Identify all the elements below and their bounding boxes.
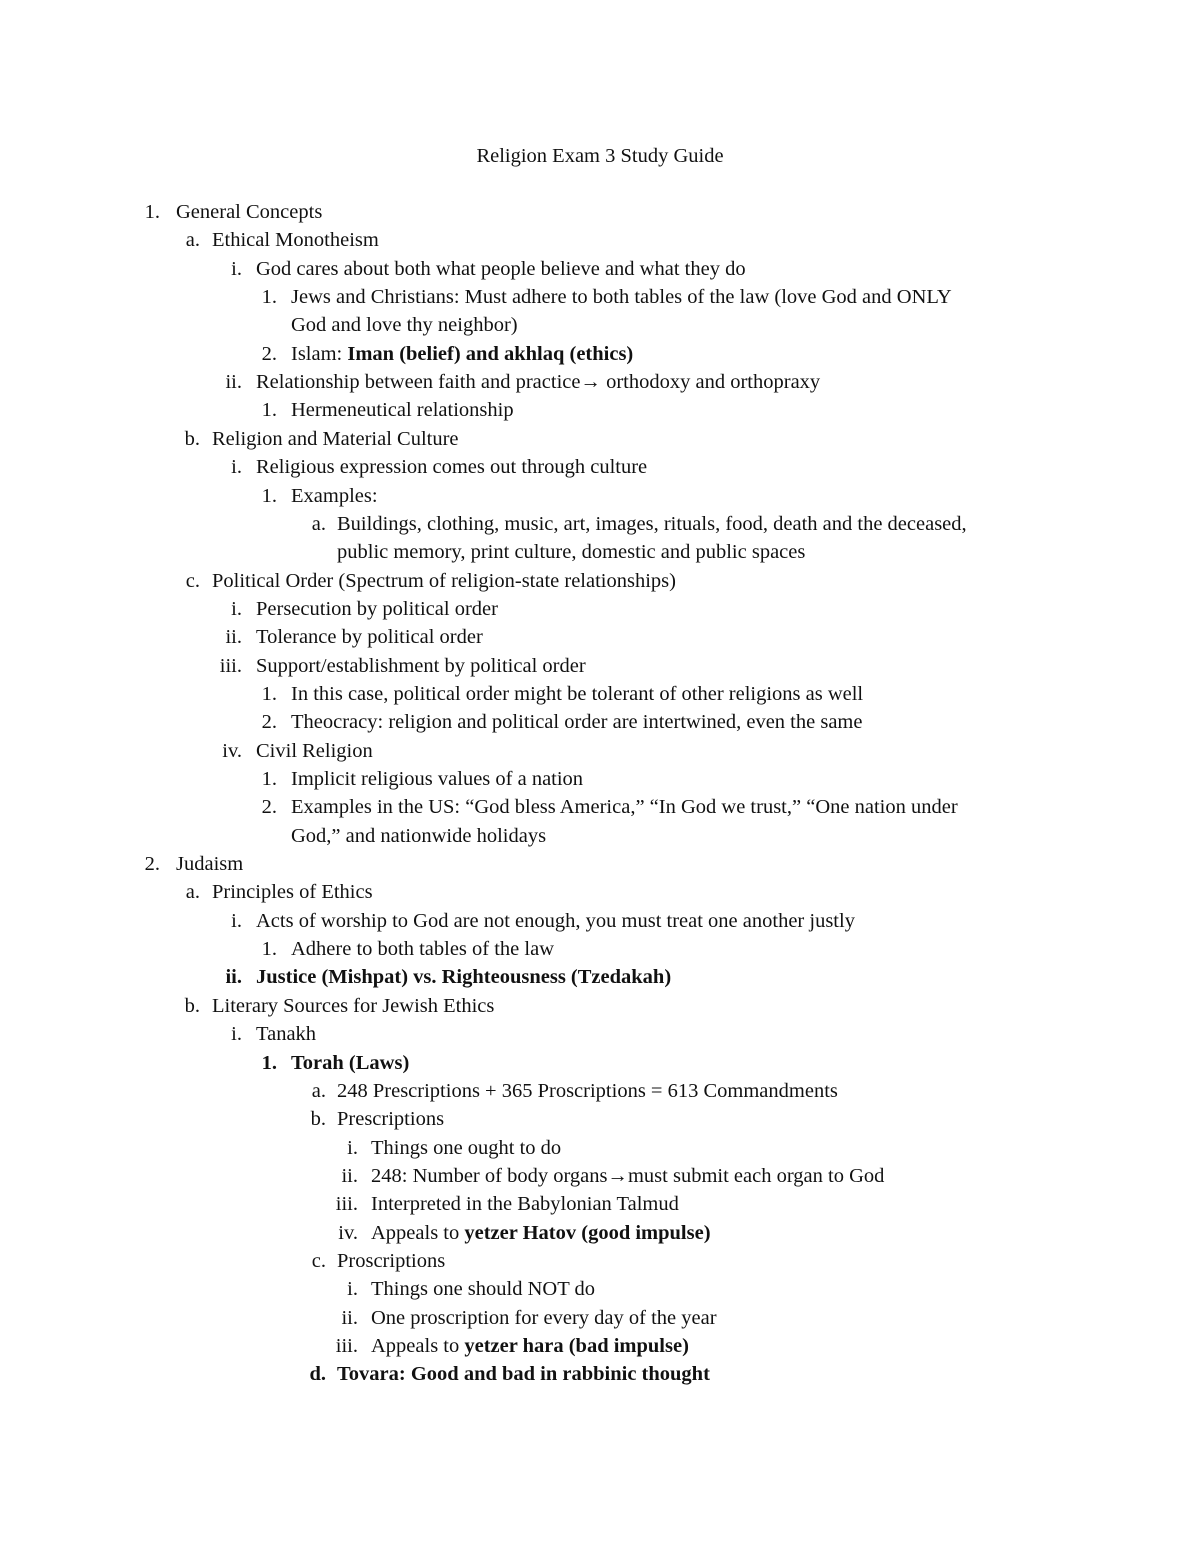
outline-text (256, 1020, 316, 1048)
outline-item-2b-i (0, 1020, 1200, 1048)
outline-text-plain: Jews and Christians: Must adhere to both tables of the law (love God and ONLY (291, 286, 952, 309)
outline-text-bold: Tovara: Good and bad in rabbinic thought (337, 1363, 710, 1386)
outline-item-1c-i (0, 595, 1200, 623)
outline-text (291, 283, 952, 311)
outline-text (176, 850, 243, 878)
outline-text-plain: Interpreted in the Babylonian Talmud (371, 1193, 679, 1216)
outline-text (256, 623, 483, 651)
outline-marker: i. (231, 909, 242, 932)
outline-text-plain: Appeals to (371, 1335, 465, 1357)
outline-text (291, 340, 633, 368)
outline-text-plain: Tanakh (256, 1023, 317, 1046)
outline-item-1b (0, 425, 1200, 453)
outline-item-2b-i-1-b (0, 1105, 1200, 1133)
outline-text (291, 1049, 409, 1077)
outline-text-bold: Justice (Mishpat) vs. Righteousness (Tzedakah) (256, 966, 672, 989)
outline-marker: 1. (261, 768, 277, 790)
outline-marker: iv. (222, 739, 242, 762)
outline-text-plain: 248 Prescriptions + 365 Proscriptions = 613 Commandments (337, 1079, 838, 1102)
outline-item-2b-i-1-a (0, 1077, 1200, 1105)
outline-item-1c-iii-1 (0, 680, 1200, 708)
outline-item-sec-1 (0, 198, 1200, 226)
outline-text-plain: In this case, political order might be tolerant of other religions as well (291, 682, 864, 705)
outline-item-2a-i-1 (0, 935, 1200, 963)
outline-marker: 1. (261, 682, 277, 705)
document-title: Religion Exam 3 Study Guide (476, 145, 724, 167)
outline-item-2b-i-1-c-iii (0, 1332, 1200, 1360)
outline-text-plain: One proscription for every day of the year (371, 1306, 717, 1329)
outline-marker: a. (185, 229, 200, 252)
outline-marker: a. (311, 512, 326, 535)
outline-marker: c. (311, 1249, 326, 1272)
outline-item-1b-i (0, 453, 1200, 481)
outline-text-plain: Political Order (Spectrum of religion-state relationships) (212, 569, 676, 592)
outline-text-plain: Buildings, clothing, music, art, images, rituals, food, death and the deceased, (337, 512, 967, 535)
outline-text (256, 652, 586, 680)
outline-text-plain: Islam: (291, 342, 348, 365)
outline-text-plain: Examples in the US: “God bless America,” “In God we trust,” “One nation under (291, 796, 958, 819)
outline-text-plain: Relationship between faith and practice (256, 371, 581, 394)
outline-marker: ii. (225, 626, 242, 649)
outline-marker: 2. (261, 342, 277, 365)
outline-marker: b. (310, 1108, 326, 1131)
outline-text (291, 708, 862, 736)
outline-text (337, 1105, 444, 1133)
outline-item-2b-i-1-b-ii (0, 1162, 1200, 1190)
outline-marker: b. (184, 427, 200, 450)
outline-item-2b-i-1-b-iii (0, 1190, 1200, 1218)
arrow-icon: → (580, 371, 601, 394)
outline-text (212, 992, 494, 1020)
outline-text (291, 396, 514, 424)
outline-marker: i. (231, 597, 242, 620)
outline-text (371, 1134, 561, 1162)
outline-text-plain: Principles of Ethics (212, 881, 373, 904)
outline-marker: i. (231, 1023, 242, 1046)
outline-marker: 2. (261, 711, 277, 734)
outline-item-2b-i-1-c-ii (0, 1304, 1200, 1332)
outline-marker: 2. (144, 853, 160, 876)
outline-item-1a-i (0, 255, 1200, 283)
outline-item-1b-i-1-a-cont (0, 538, 1200, 566)
outline-text (256, 595, 498, 623)
outline-text (212, 878, 373, 906)
outline-item-1c-iv-2-cont (0, 822, 1200, 850)
arrow-icon: → (607, 1164, 628, 1187)
outline-item-1b-i-1 (0, 482, 1200, 510)
outline-item-1c-iii (0, 652, 1200, 680)
outline-marker: iii. (219, 654, 242, 677)
outline-marker: b. (184, 994, 200, 1017)
outline-marker: 2. (261, 796, 277, 819)
outline-item-2b-i-1 (0, 1049, 1200, 1077)
outline-item-1a-ii (0, 368, 1200, 396)
outline-text-plain: Ethical Monotheism (212, 229, 379, 252)
outline-marker: i. (231, 456, 242, 479)
outline-item-1c-iv (0, 737, 1200, 765)
outline-text-plain: Appeals to (371, 1221, 465, 1244)
outline-text-bold: yetzer Hatov (good impulse) (464, 1221, 711, 1244)
outline-marker: 1. (261, 484, 277, 507)
outline-text-bold: Iman (belief) and akhlaq (ethics) (347, 342, 634, 365)
outline-text-bold: yetzer hara (bad impulse) (464, 1335, 689, 1357)
outline-text (291, 311, 518, 339)
outline-text (291, 680, 863, 708)
outline-item-1c-iv-2 (0, 793, 1200, 821)
outline-text (291, 935, 554, 963)
outline-item-2a-i (0, 907, 1200, 935)
outline-text-plain: Religious expression comes out through culture (256, 456, 648, 479)
outline-text (337, 1077, 838, 1105)
outline-text-plain: Theocracy: religion and political order are intertwined, even the same (291, 711, 863, 734)
outline-text (176, 198, 322, 226)
outline-marker: i. (231, 257, 242, 280)
outline-marker: iii. (335, 1193, 358, 1216)
outline-text-plain: Proscriptions (337, 1249, 446, 1272)
outline-text (256, 453, 647, 481)
outline-item-1a-i-1-cont (0, 311, 1200, 339)
outline-text-plain: Persecution by political order (256, 597, 498, 620)
outline-text-plain: God and love thy neighbor) (291, 314, 518, 337)
outline-text (371, 1332, 689, 1360)
outline-item-1b-i-1-a (0, 510, 1200, 538)
outline-text-plain: General Concepts (176, 201, 323, 223)
outline-marker: ii. (341, 1306, 358, 1329)
outline-text-plain: Civil Religion (256, 739, 373, 762)
outline-item-1c (0, 567, 1200, 595)
outline-item-1c-iii-2 (0, 708, 1200, 736)
outline-text-plain: Things one ought to do (371, 1136, 562, 1159)
outline-item-2b-i-1-c-i (0, 1275, 1200, 1303)
outline-text (212, 425, 459, 453)
outline-text-plain: Implicit religious values of a nation (291, 768, 584, 790)
outline-text-plain: Support/establishment by political order (256, 654, 586, 677)
outline-item-2b (0, 992, 1200, 1020)
outline-text (256, 907, 855, 935)
outline-text (337, 510, 967, 538)
outline-text (337, 538, 805, 566)
outline-text-plain: 248: Number of body organs (371, 1164, 608, 1187)
outline-text (256, 737, 373, 765)
outline-marker: 1. (261, 1051, 277, 1074)
outline-item-2a-ii (0, 963, 1200, 991)
outline-text (256, 963, 671, 991)
outline-marker: a. (311, 1079, 326, 1102)
outline-text-plain: Literary Sources for Jewish Ethics (212, 994, 495, 1017)
outline-item-sec-2 (0, 850, 1200, 878)
outline-text (337, 1247, 445, 1275)
outline-item-2b-i-1-c (0, 1247, 1200, 1275)
outline-text-bold: Torah (Laws) (291, 1051, 410, 1074)
outline-text (371, 1162, 884, 1190)
outline-text-plain: Tolerance by political order (256, 626, 483, 649)
outline-text (256, 255, 746, 283)
outline-text-plain: Hermeneutical relationship (291, 399, 514, 422)
outline-item-1c-ii (0, 623, 1200, 651)
outline-item-2b-i-1-b-iv (0, 1219, 1200, 1247)
outline-item-1a-i-2 (0, 340, 1200, 368)
outline-text (371, 1275, 595, 1303)
outline-text-plain: Examples: (291, 484, 378, 507)
outline-marker: 1. (261, 286, 277, 309)
outline-text-plain: God,” and nationwide holidays (291, 824, 547, 847)
outline-text (212, 226, 379, 254)
outline-marker: i. (347, 1136, 358, 1159)
outline-marker: d. (309, 1363, 326, 1386)
outline-marker: ii. (225, 371, 242, 394)
outline-text-tail: must submit each organ to God (627, 1164, 885, 1187)
outline-marker: 1. (261, 938, 277, 961)
outline-text (371, 1219, 711, 1247)
outline-marker: ii. (225, 966, 242, 989)
outline-marker: i. (347, 1278, 358, 1301)
outline-item-1a-i-1 (0, 283, 1200, 311)
outline-text-plain: God cares about both what people believe and what they do (256, 257, 746, 280)
outline-text-plain: public memory, print culture, domestic and public spaces (337, 541, 806, 564)
outline-text (371, 1304, 717, 1332)
outline-text-plain: Adhere to both tables of the law (291, 938, 555, 961)
outline-marker: 1. (261, 399, 277, 422)
outline-marker: iv. (338, 1221, 358, 1244)
outline-marker: c. (185, 569, 200, 592)
outline-text (291, 765, 583, 793)
outline-text (371, 1190, 679, 1218)
outline-text (212, 567, 676, 595)
outline-text (337, 1360, 710, 1388)
outline-item-2a (0, 878, 1200, 906)
outline-item-1a-ii-1 (0, 396, 1200, 424)
outline-text-tail: orthodoxy and orthopraxy (600, 371, 821, 394)
outline-item-2b-i-1-b-i (0, 1134, 1200, 1162)
outline-text-plain: Acts of worship to God are not enough, you must treat one another justly (256, 909, 855, 932)
outline-text (291, 482, 378, 510)
outline-text-plain: Things one should NOT do (371, 1278, 595, 1301)
outline-text-plain: Religion and Material Culture (212, 427, 459, 450)
outline-text (256, 368, 820, 396)
outline-item-1a (0, 226, 1200, 254)
outline-item-2b-i-1-d (0, 1360, 1200, 1388)
outline-marker: iii. (335, 1335, 358, 1357)
outline-marker: ii. (341, 1164, 358, 1187)
outline-marker: a. (185, 881, 200, 904)
outline-text (291, 793, 958, 821)
outline-text-plain: Judaism (176, 853, 244, 876)
outline-item-1c-iv-1 (0, 765, 1200, 793)
outline-marker: 1. (144, 201, 160, 223)
outline-text-plain: Prescriptions (337, 1108, 445, 1131)
outline-text (291, 822, 546, 850)
